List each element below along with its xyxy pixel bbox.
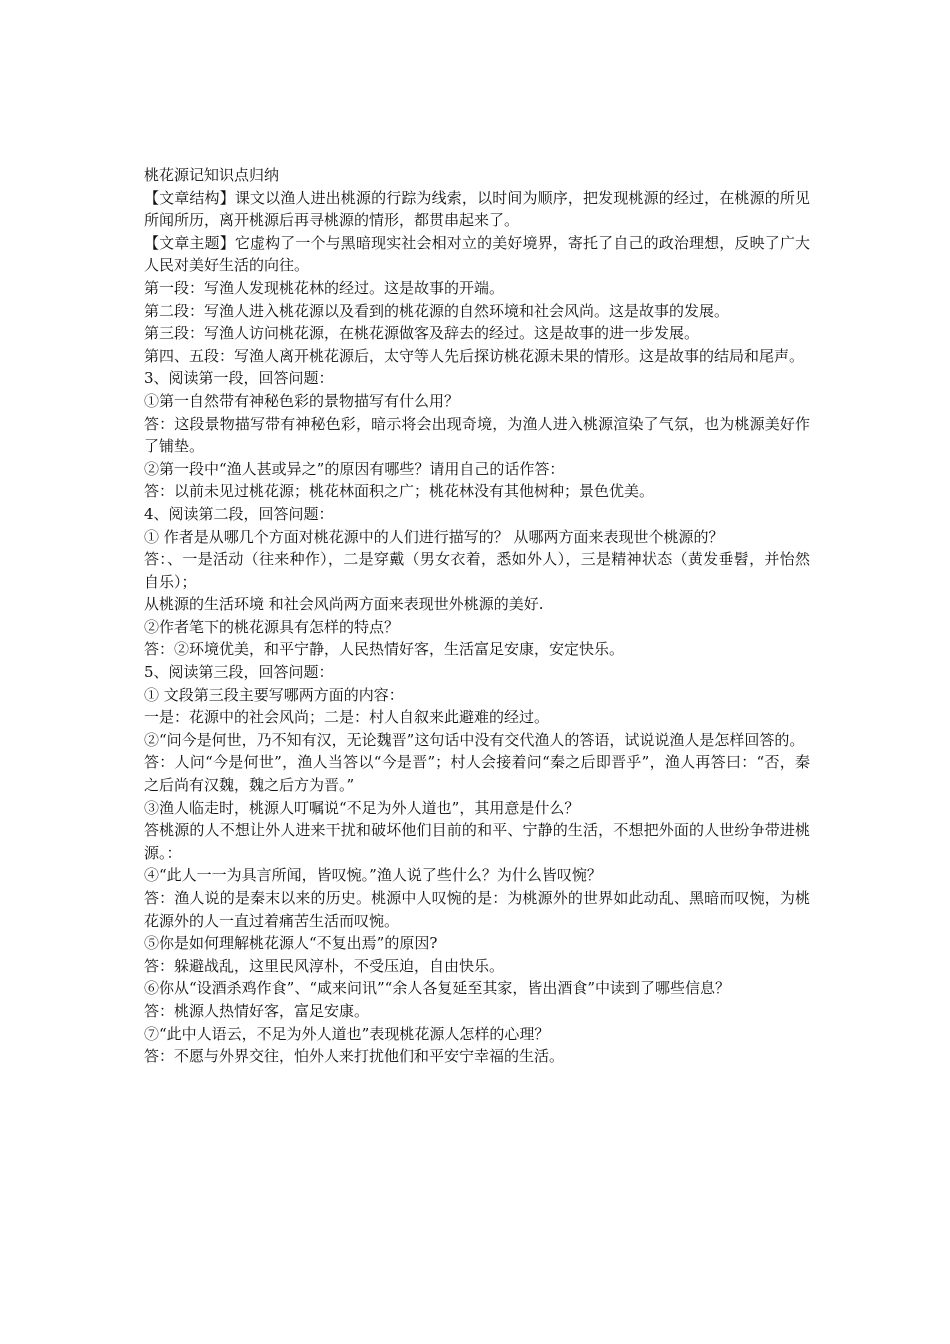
answer-2-1-continued: 从桃源的生活环境 和社会风尚两方面来表现世外桃源的美好. bbox=[144, 595, 544, 614]
question-3-5: ⑤你是如何理解桃花源人“不复出焉”的原因? bbox=[144, 934, 438, 953]
document-body bbox=[144, 164, 810, 1068]
question-3-1: ① 文段第三段主要写哪两方面的内容： bbox=[144, 685, 404, 704]
paragraph-section-1: 第一段：写渔人发现桃花林的经过。这是故事的开端。 bbox=[144, 278, 505, 297]
question-1-2: ②第一段中“渔人甚或异之”的原因有哪些？请用自己的话作答： bbox=[144, 459, 565, 478]
question-3-6: ⑥你从“设酒杀鸡作食”、“咸来问讯”“余人各复延至其家，皆出酒食”中读到了哪些信息？ bbox=[144, 979, 731, 998]
question-3-7: ⑦“此中人语云，不足为外人道也”表现桃花源人怎样的心理？ bbox=[144, 1024, 550, 1043]
answer-2-2: 答：②环境优美，和平宁静，人民热情好客，生活富足安康，安定快乐。 bbox=[144, 640, 625, 659]
paragraph-structure: 【文章结构】课文以渔人进出桃源的行踪为线索，以时间为顺序，把发现桃源的经过，在桃源的所见所闻所历，离开桃源后再寻桃源的情形，都贯串起来了。 bbox=[144, 188, 810, 230]
question-1-1: ①第一自然带有神秘色彩的景物描写有什么用？ bbox=[144, 391, 460, 410]
answer-3-5: 答：躲避战乱，这里民风淳朴，不受压迫，自由快乐。 bbox=[144, 956, 505, 975]
answer-3-3: 答桃源的人不想让外人进来干扰和破坏他们目前的和平、宁静的生活，不想把外面的人世纷争带进桃源。： bbox=[144, 821, 810, 862]
question-2-2: ②作者笔下的桃花源具有怎样的特点？ bbox=[144, 617, 400, 636]
paragraph-section-2: 第二段：写渔人进入桃花源以及看到的桃花源的自然环境和社会风尚。这是故事的发展。 bbox=[144, 301, 730, 320]
answer-3-1: 一是：花源中的社会风尚；二是：村人自叙来此避难的经过。 bbox=[144, 708, 550, 727]
paragraph-theme: 【文章主题】它虚构了一个与黑暗现实社会相对立的美好境界，寄托了自己的政治理想，反映了广大人民对美好生活的向往。 bbox=[144, 233, 810, 275]
question-3-4: ④“此人一一为具言所闻，皆叹惋。”渔人说了些什么？为什么皆叹惋？ bbox=[144, 866, 602, 885]
paragraph-section-3: 第三段：写渔人访问桃花源，在桃花源做客及辞去的经过。这是故事的进一步发展。 bbox=[144, 324, 700, 343]
heading-read-3: 5、阅读第三段，回答问题： bbox=[144, 663, 334, 682]
answer-3-4: 答：渔人说的是秦末以来的历史。桃源中人叹惋的是：为桃源外的世界如此动乱、黑暗而叹惋，为桃花源外的人一直过着痛苦生活而叹惋。 bbox=[144, 889, 810, 930]
heading-read-2: 4、阅读第二段，回答问题： bbox=[144, 504, 334, 523]
answer-2-1: 答：、一是活动（往来种作），二是穿戴（男女衣着，悉如外人），三是精神状态（黄发垂髫，并怡然自乐）； bbox=[144, 550, 810, 591]
answer-3-2: 答：人问“今是何世”，渔人当答以“今是晋”；村人会接着问“秦之后即晋乎”，渔人再答曰：“否，秦之后尚有汉魏，魏之后方为晋。” bbox=[144, 753, 810, 795]
answer-1-1: 答：这段景物描写带有神秘色彩，暗示将会出现奇境，为渔人进入桃源渲染了气氛，也为桃源美好作了铺垫。 bbox=[144, 414, 810, 456]
paragraph-section-4-5: 第四、五段：写渔人离开桃花源后，太守等人先后探访桃花源未果的情形。这是故事的结局和尾声。 bbox=[144, 346, 805, 365]
doc-title: 桃花源记知识点归纳 bbox=[144, 166, 280, 184]
question-3-2: ②“问今是何世，乃不知有汉，无论魏晋”这句话中没有交代渔人的答语，试说说渔人是怎样回答的。 bbox=[144, 730, 805, 749]
question-2-1: ① 作者是从哪几个方面对桃花源中的人们进行描写的？ 从哪两方面来表现世个桃源的？ bbox=[144, 527, 724, 546]
answer-3-7: 答：不愿与外界交往，怕外人来打扰他们和平安宁幸福的生活。 bbox=[144, 1047, 565, 1066]
answer-3-6: 答：桃源人热情好客，富足安康。 bbox=[144, 1001, 370, 1020]
answer-1-2: 答：以前未见过桃花源；桃花林面积之广；桃花林没有其他树种；景色优美。 bbox=[144, 482, 655, 501]
question-3-3: ③渔人临走时，桃源人叮嘱说“不足为外人道也”，其用意是什么？ bbox=[144, 798, 580, 817]
heading-read-1: 3、阅读第一段，回答问题： bbox=[144, 369, 334, 388]
